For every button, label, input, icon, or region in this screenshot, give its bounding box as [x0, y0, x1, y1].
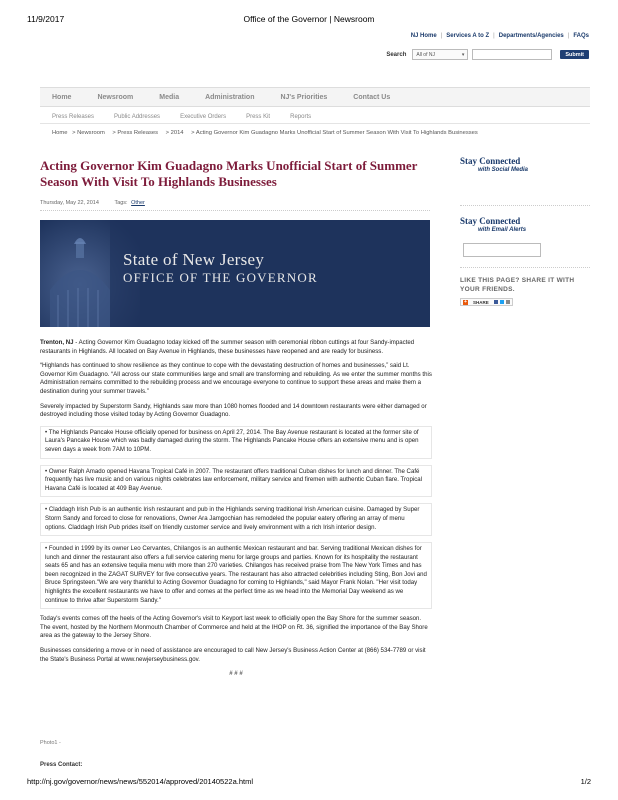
- banner-office-text: OFFICE OF THE GOVERNOR: [123, 270, 318, 285]
- paragraph: [40, 339, 432, 356]
- search-submit-button[interactable]: Submit: [560, 50, 589, 59]
- print-page-number: 1/2: [580, 777, 591, 786]
- social-heading: Stay Connected: [460, 156, 521, 166]
- util-nav-separator: |: [440, 33, 443, 39]
- print-footer: [27, 777, 591, 789]
- twitter-icon: [500, 300, 504, 304]
- press-contact-label: Press Contact:: [40, 762, 83, 768]
- office-banner-image: [40, 220, 430, 327]
- util-nav-separator: |: [493, 33, 495, 39]
- article-body: [40, 339, 432, 685]
- sidebar-divider: [460, 205, 590, 206]
- main-nav-newsroom[interactable]: Newsroom: [97, 93, 134, 101]
- restaurant-item: • Founded in 1999 by its owner Leo Cervantes, Chilangos is an authentic Mexican restaurant and bar. Serving traditional Mexican dishes for lunch and dinner the restaurant also offers a full service catering menu for large groups and parties. Known for its hospitality the restaurant seats 65 and has an extensive tequila menu with more than 270 varieties. Chilangos has received praise from The New York Times and has been recognized in the ZAGAT SURVEY for five consecutive years. The restaurant has also attracted celebrities including Sting, Bon Jovi and Bruce Springsteen."We are very thankful to Acting Governor Guadagno for coming to Highlands," said Mayor Frank Nolan. "Her visit today highlights the excellent restaurants we have to offer and comes at the perfect time as we head into the Memorial Day weekend as we continue to thrive after Superstorm Sandy.": [40, 542, 432, 609]
- main-nav-contact[interactable]: Contact Us: [353, 93, 391, 101]
- tags-label: Tags:: [114, 200, 128, 206]
- utility-nav: [411, 33, 589, 39]
- paragraph: “Highlands has continued to show resilience as they continue to cope with the devastating destruction of homes and businesses,” said Lt. Governor Kim Guadagno. “All across our state communities large and small are transforming and rebuilding. As we enter the summer months this Administration remains committed to the rebuilding process and we encourage everyone to continue to support these areas and make them a destination during your summer travels.”: [40, 362, 432, 395]
- breadcrumb-year[interactable]: > 2014: [165, 130, 184, 136]
- email-icon: [506, 300, 510, 304]
- article-meta: [40, 200, 430, 211]
- email-alert-input[interactable]: [463, 243, 541, 257]
- email-subheading: with Email Alerts: [478, 227, 527, 233]
- share-plus-icon: +: [464, 298, 467, 305]
- main-nav: [40, 87, 590, 107]
- sidebar-divider: [460, 267, 590, 268]
- print-url: http://nj.gov/governor/news/news/552014/approved/20140522a.html: [27, 777, 253, 786]
- chevron-down-icon: ▾: [461, 51, 465, 58]
- util-nav-services[interactable]: Services A to Z: [446, 33, 490, 39]
- share-button[interactable]: [460, 298, 513, 306]
- sub-nav: [40, 111, 590, 124]
- end-mark: # # #: [229, 670, 243, 678]
- main-nav-administration[interactable]: Administration: [205, 93, 255, 101]
- banner-state-text: State of New Jersey: [123, 250, 265, 269]
- sub-nav-executive-orders[interactable]: Executive Orders: [180, 114, 227, 120]
- share-label: SHARE: [473, 299, 489, 305]
- social-subheading: with Social Media: [478, 167, 529, 173]
- paragraph: Businesses considering a move or in need of assistance are encouraged to call New Jersey's Business Action Center at (866) 534-7789 or visit the State's Business Portal at www.newjerseybusiness.gov.: [40, 647, 426, 663]
- search-scope-select[interactable]: [412, 49, 468, 60]
- breadcrumb-newsroom[interactable]: > Newsroom: [72, 130, 105, 136]
- util-nav-faqs[interactable]: FAQs: [573, 33, 589, 39]
- breadcrumb-home[interactable]: Home: [52, 130, 68, 136]
- restaurant-item: • Owner Ralph Amado opened Havana Tropical Café in 2007. The restaurant offers traditional Cuban dishes for lunch and dinner. The Café frequently has live music and on various nights celebrates law enforcement, military service and firemen with authentic Cuban flare. Tropical Havana Café is located at 409 Bay Avenue.: [40, 465, 432, 498]
- stay-connected-social: [460, 156, 590, 173]
- breadcrumb: [52, 130, 481, 136]
- search-label: Search: [386, 51, 407, 58]
- util-nav-nj-home[interactable]: NJ Home: [410, 33, 437, 39]
- search-bar: [386, 49, 589, 60]
- util-nav-departments[interactable]: Departments/Agencies: [498, 33, 564, 39]
- paragraph: Severely impacted by Superstorm Sandy, Highlands saw more than 1080 homes flooded and 14 downtown restaurants were either damaged or destroyed including those visited today by Acting Governor Guadagno.: [40, 402, 427, 419]
- main-nav-home[interactable]: Home: [52, 93, 72, 101]
- paragraph-text: - Acting Governor Kim Guadagno today kicked off the summer season with ceremonial ribbon cuttings at four Sandy-impacted restaurants in Highlands. All located on Bay Avenue in Highlands, these businesses have reopened and are ready for business.: [40, 339, 415, 355]
- breadcrumb-press-releases[interactable]: > Press Releases: [112, 130, 159, 136]
- sub-nav-reports[interactable]: Reports: [290, 114, 312, 120]
- share-prompt: LIKE THIS PAGE? SHARE IT WITH YOUR FRIENDS.: [460, 277, 575, 293]
- restaurant-item: • The Highlands Pancake House officially opened for business on April 27, 2014. The Bay Avenue restaurant is located at the former site of Laura's Pancake House which was badly damaged during the storm. The Highlands Pancake House offers an extensive menu and is open seven days a week from 7AM to 10PM.: [40, 426, 432, 459]
- photo-caption: Photo1 -: [40, 740, 61, 746]
- article-date: Thursday, May 22, 2014: [40, 200, 99, 206]
- restaurant-item: • Claddagh Irish Pub is an authentic Irish restaurant and pub in the Highlands serving traditional Irish American cuisine. Damaged by Super Storm Sandy and forced to close for renovations, Owner Ara Jamgochian has remodeled the popular eatery offering an array of menu options. Claddagh Irish Pub prides itself on friendly customer service and lively environment with a rich Irish interior design.: [40, 503, 432, 536]
- article-title: Acting Governor Kim Guadagno Marks Unofficial Start of Summer Season With Visit To Highlands Businesses: [40, 158, 418, 189]
- sub-nav-press-releases[interactable]: Press Releases: [52, 114, 95, 120]
- facebook-icon: [494, 300, 498, 304]
- email-heading: Stay Connected: [460, 216, 521, 226]
- sub-nav-press-kit[interactable]: Press Kit: [246, 114, 271, 120]
- util-nav-separator: |: [567, 33, 570, 39]
- print-header: [27, 14, 591, 28]
- sub-nav-public-addresses[interactable]: Public Addresses: [114, 114, 161, 120]
- stay-connected-email: [460, 216, 590, 233]
- main-nav-priorities[interactable]: NJ's Priorities: [280, 93, 328, 101]
- search-input[interactable]: [472, 49, 552, 60]
- main-nav-media[interactable]: Media: [159, 93, 180, 101]
- tag-link[interactable]: Other: [131, 200, 145, 206]
- search-scope-value: All of NJ: [416, 51, 435, 58]
- print-date: 11/9/2017: [27, 14, 65, 24]
- dateline: Trenton, NJ: [40, 339, 74, 346]
- breadcrumb-current: > Acting Governor Kim Guadagno Marks Unofficial Start of Summer Season With Visit To Highlands Businesses: [191, 130, 478, 136]
- print-page-title: Office of the Governor | Newsroom: [243, 14, 375, 24]
- paragraph: Today's events comes off the heels of the Acting Governor's visit to Keyport last week to officially open the Bay Shore for the summer season. The event, hosted by the Northern Monmouth Chamber of Commerce and held at the IHOP on Rt. 36, signified the importance of the Bay Shore area as the gateway to the Jersey Shore.: [40, 615, 428, 640]
